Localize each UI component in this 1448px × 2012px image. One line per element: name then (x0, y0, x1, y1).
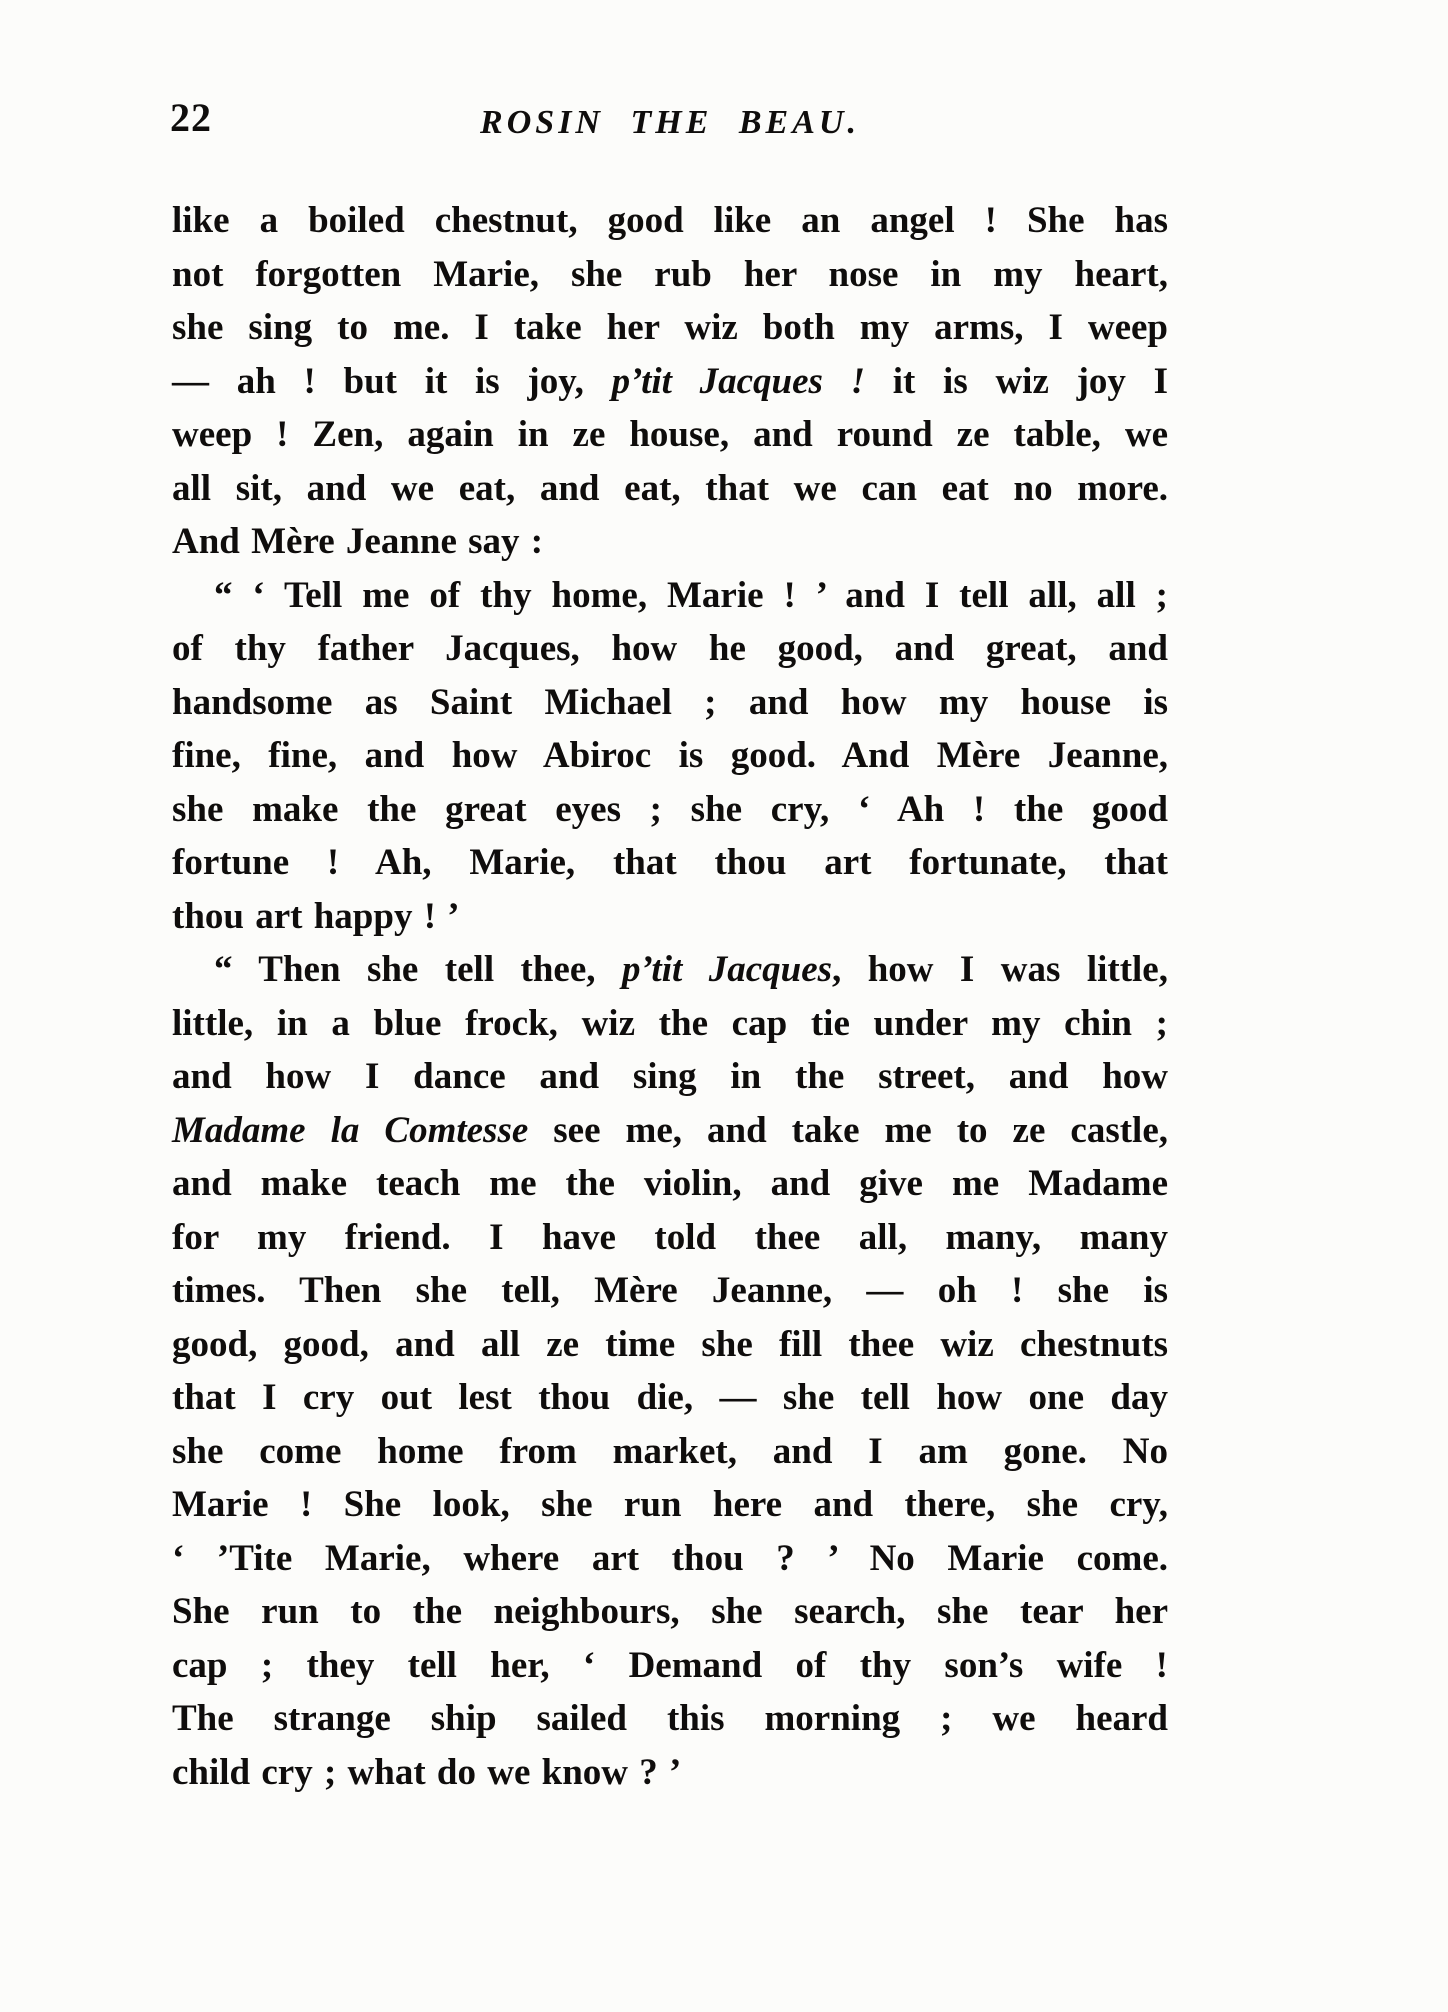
text-line (172, 1692, 1168, 1746)
running-header-title: ROSIN THE BEAU. (480, 104, 860, 141)
text-line (172, 1478, 1168, 1532)
text-segment: child cry ; what do we know ? ’ (172, 1751, 682, 1793)
text-segment: that I cry out lest thou die, — she tell how one day (172, 1377, 1168, 1418)
text-segment: The strange ship sailed this morning ; we heard (172, 1698, 1168, 1739)
text-line (172, 248, 1168, 302)
text-block (172, 194, 1168, 1799)
text-line (172, 1371, 1168, 1425)
text-segment: not forgotten Marie, she rub her nose in my heart, (172, 253, 1168, 295)
text-line (172, 1211, 1168, 1265)
text-line (172, 836, 1168, 890)
text-segment: handsome as Saint Michael ; and how my house is (172, 681, 1168, 723)
text-segment: And Mère Jeanne say : (172, 521, 544, 562)
text-segment: of thy father Jacques, how he good, and great, and (172, 628, 1168, 669)
text-segment: fine, fine, and how Abiroc is good. And Mère Jeanne, (172, 735, 1168, 776)
text-segment: cap ; they tell her, ‘ Demand of thy son’s wife ! (172, 1644, 1168, 1686)
text-segment: see me, and take me to ze castle, (528, 1109, 1168, 1151)
text-line (172, 676, 1168, 730)
text-segment: little, in a blue frock, wiz the cap tie under my chin ; (172, 1002, 1168, 1044)
text-line (172, 890, 1168, 944)
text-line (172, 1746, 1168, 1800)
text-line (172, 943, 1168, 997)
text-line (172, 783, 1168, 837)
text-line (172, 462, 1168, 516)
text-segment-italic: p’tit Jacques (621, 949, 833, 990)
text-line (172, 1639, 1168, 1693)
text-segment: Marie ! She look, she run here and there, she cry, (172, 1484, 1168, 1525)
text-segment: times. Then she tell, Mère Jeanne, — oh ! she is (172, 1270, 1168, 1311)
text-segment: she come home from market, and I am gone. No (172, 1430, 1168, 1472)
text-segment: “ Then she tell thee, (214, 949, 622, 990)
text-segment: She run to the neighbours, she search, she tear her (172, 1591, 1168, 1632)
text-segment: she sing to me. I take her wiz both my arms, I weep (172, 307, 1168, 348)
text-line (172, 997, 1168, 1051)
text-segment: and how I dance and sing in the street, and how (172, 1056, 1168, 1097)
text-segment-italic: Madame la Comtesse (172, 1109, 529, 1151)
page-number: 22 (170, 95, 212, 140)
text-segment-italic: p’tit Jacques ! (611, 360, 866, 402)
text-line (172, 1104, 1168, 1158)
text-line (172, 1050, 1168, 1104)
text-line (172, 569, 1168, 623)
text-segment: good, good, and all ze time she fill thee wiz chestnuts (172, 1323, 1168, 1365)
text-line (172, 1585, 1168, 1639)
text-line (172, 1532, 1168, 1586)
text-segment: fortune ! Ah, Marie, that thou art fortunate, that (172, 842, 1168, 883)
text-line (172, 1425, 1168, 1479)
text-segment: and make teach me the violin, and give me Madame (172, 1163, 1168, 1204)
text-line (172, 301, 1168, 355)
text-line (172, 515, 1168, 569)
text-segment: for my friend. I have told thee all, many, many (172, 1216, 1168, 1258)
text-segment: “ ‘ Tell me of thy home, Marie ! ’ and I tell all, all ; (214, 574, 1168, 616)
text-line (172, 355, 1168, 409)
text-segment: like a boiled chestnut, good like an angel ! She has (172, 200, 1168, 241)
text-segment: — ah ! but it is joy, (172, 360, 612, 402)
text-line (172, 194, 1168, 248)
text-segment: weep ! Zen, again in ze house, and round ze table, we (172, 414, 1168, 455)
text-line (172, 1318, 1168, 1372)
text-segment: , how I was little, (832, 949, 1168, 990)
text-line (172, 1157, 1168, 1211)
text-segment: thou art happy ! ’ (172, 895, 460, 937)
text-segment: all sit, and we eat, and eat, that we can eat no more. (172, 467, 1168, 509)
text-line (172, 408, 1168, 462)
text-segment: she make the great eyes ; she cry, ‘ Ah ! the good (172, 788, 1168, 830)
text-line (172, 622, 1168, 676)
text-segment: ‘ ’Tite Marie, where art thou ? ’ No Marie come. (172, 1537, 1168, 1579)
text-line (172, 1264, 1168, 1318)
text-line (172, 729, 1168, 783)
text-segment: it is wiz joy I (865, 360, 1168, 402)
